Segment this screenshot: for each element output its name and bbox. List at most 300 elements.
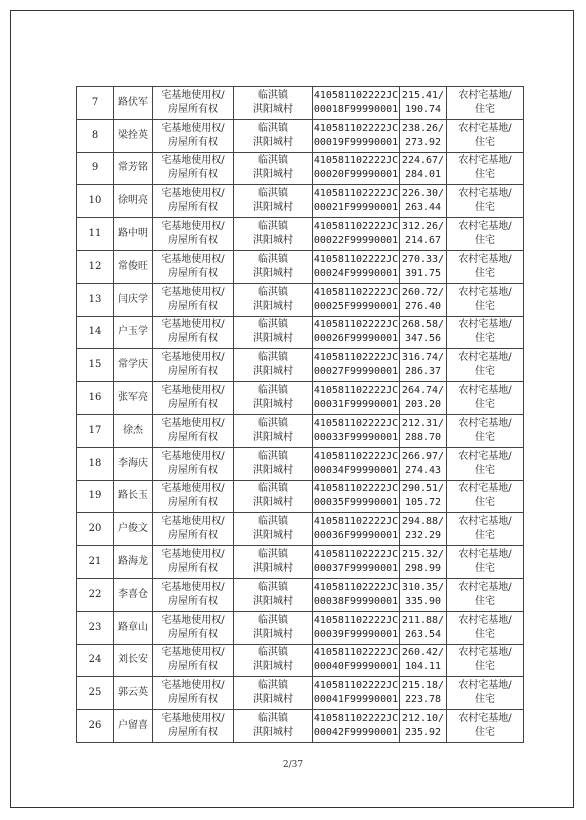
row-number-cell: 22 [77, 578, 114, 611]
area-line: 211.88/ [401, 614, 445, 626]
row-number-cell: 14 [77, 316, 114, 349]
right-type-line: 房屋所有权 [168, 300, 218, 312]
parcel-code-cell [313, 480, 400, 513]
table-row [77, 250, 524, 283]
location-line: 临淇镇 [258, 155, 288, 167]
right-type-line: 宅基地使用权/ [161, 89, 225, 101]
usage-line: 住宅 [475, 661, 495, 673]
row-number-cell: 13 [77, 283, 114, 316]
right-type-cell [153, 611, 234, 644]
parcel-code-cell [313, 152, 400, 185]
location-cell [234, 87, 313, 120]
usage-line: 住宅 [475, 267, 495, 279]
usage-line: 住宅 [475, 300, 495, 312]
parcel-code-cell [313, 447, 400, 480]
usage-cell [447, 578, 524, 611]
parcel-code-line: 00035F99990001 [313, 497, 399, 509]
row-number-cell: 26 [77, 710, 114, 743]
area-line: 298.99 [404, 563, 442, 575]
usage-cell [447, 185, 524, 218]
area-line: 235.92 [404, 727, 442, 739]
page-number: 2/37 [282, 760, 304, 770]
row-number-cell: 8 [77, 119, 114, 152]
usage-line: 住宅 [475, 694, 495, 706]
owner-name-cell: 刘长安 [114, 644, 153, 677]
area-line: 215.41/ [401, 89, 445, 101]
location-cell [234, 513, 313, 546]
location-line: 临淇镇 [258, 352, 288, 364]
table-row [77, 382, 524, 415]
right-type-line: 宅基地使用权/ [161, 286, 225, 298]
right-type-cell [153, 152, 234, 185]
table-row [77, 546, 524, 579]
area-line: 335.90 [404, 595, 442, 607]
location-cell [234, 316, 313, 349]
usage-line: 农村宅基地/ [458, 352, 512, 364]
table-row [77, 480, 524, 513]
location-line: 淇阳城村 [253, 235, 293, 247]
usage-line: 住宅 [475, 595, 495, 607]
usage-cell [447, 316, 524, 349]
area-line: 212.31/ [401, 417, 445, 429]
usage-cell [447, 644, 524, 677]
parcel-code-line: 410581102222JC [313, 221, 399, 233]
right-type-line: 房屋所有权 [168, 202, 218, 214]
right-type-line: 房屋所有权 [168, 727, 218, 739]
right-type-cell [153, 644, 234, 677]
area-line: 263.54 [404, 628, 442, 640]
area-line: 203.20 [404, 399, 442, 411]
usage-line: 住宅 [475, 103, 495, 115]
parcel-code-line: 410581102222JC [313, 581, 399, 593]
right-type-cell [153, 480, 234, 513]
usage-cell [447, 710, 524, 743]
usage-line: 住宅 [475, 563, 495, 575]
right-type-line: 房屋所有权 [168, 399, 218, 411]
location-cell [234, 414, 313, 447]
owner-name-cell: 徐明亮 [114, 185, 153, 218]
right-type-cell [153, 119, 234, 152]
owner-name-cell: 常芳铭 [114, 152, 153, 185]
area-line: 260.42/ [401, 647, 445, 659]
area-line: 270.33/ [401, 253, 445, 265]
area-cell [400, 480, 447, 513]
row-number-cell: 17 [77, 414, 114, 447]
usage-line: 农村宅基地/ [458, 89, 512, 101]
right-type-line: 房屋所有权 [168, 136, 218, 148]
parcel-code-cell [313, 316, 400, 349]
parcel-code-cell [313, 578, 400, 611]
usage-line: 住宅 [475, 169, 495, 181]
parcel-code-line: 00019F99990001 [313, 136, 399, 148]
usage-cell [447, 250, 524, 283]
location-cell [234, 578, 313, 611]
area-cell [400, 513, 447, 546]
parcel-code-cell [313, 185, 400, 218]
right-type-line: 宅基地使用权/ [161, 680, 225, 692]
area-line: 294.88/ [401, 516, 445, 528]
location-line: 临淇镇 [258, 713, 288, 725]
parcel-code-cell [313, 283, 400, 316]
right-type-cell [153, 578, 234, 611]
parcel-code-line: 00033F99990001 [313, 431, 399, 443]
usage-cell [447, 218, 524, 251]
table-row [77, 349, 524, 382]
area-cell [400, 644, 447, 677]
location-line: 临淇镇 [258, 450, 288, 462]
area-line: 212.10/ [401, 713, 445, 725]
right-type-line: 房屋所有权 [168, 497, 218, 509]
area-cell [400, 316, 447, 349]
usage-cell [447, 480, 524, 513]
usage-line: 农村宅基地/ [458, 581, 512, 593]
usage-line: 农村宅基地/ [458, 155, 512, 167]
right-type-line: 宅基地使用权/ [161, 188, 225, 200]
right-type-line: 房屋所有权 [168, 530, 218, 542]
usage-cell [447, 513, 524, 546]
location-line: 临淇镇 [258, 516, 288, 528]
owner-name-cell: 李喜仓 [114, 578, 153, 611]
location-cell [234, 611, 313, 644]
table-row [77, 152, 524, 185]
table-row [77, 87, 524, 120]
table-row [77, 316, 524, 349]
usage-line: 农村宅基地/ [458, 549, 512, 561]
owner-name-cell: 户玉学 [114, 316, 153, 349]
usage-line: 住宅 [475, 464, 495, 476]
row-number-cell: 16 [77, 382, 114, 415]
right-type-line: 宅基地使用权/ [161, 155, 225, 167]
right-type-line: 房屋所有权 [168, 235, 218, 247]
area-line: 105.72 [404, 497, 442, 509]
area-line: 215.32/ [401, 549, 445, 561]
right-type-line: 房屋所有权 [168, 628, 218, 640]
area-cell [400, 283, 447, 316]
usage-line: 农村宅基地/ [458, 417, 512, 429]
location-cell [234, 677, 313, 710]
parcel-code-cell [313, 349, 400, 382]
usage-line: 住宅 [475, 202, 495, 214]
area-line: 290.51/ [401, 483, 445, 495]
right-type-cell [153, 283, 234, 316]
usage-line: 农村宅基地/ [458, 713, 512, 725]
parcel-code-line: 410581102222JC [313, 680, 399, 692]
row-number-cell: 24 [77, 644, 114, 677]
usage-line: 农村宅基地/ [458, 516, 512, 528]
area-line: 224.67/ [401, 155, 445, 167]
right-type-line: 房屋所有权 [168, 169, 218, 181]
table-row [77, 283, 524, 316]
location-line: 临淇镇 [258, 483, 288, 495]
parcel-code-line: 00025F99990001 [313, 300, 399, 312]
area-cell [400, 250, 447, 283]
parcel-code-line: 00034F99990001 [313, 464, 399, 476]
owner-name-cell: 路伏军 [114, 87, 153, 120]
area-line: 316.74/ [401, 352, 445, 364]
parcel-code-line: 410581102222JC [313, 155, 399, 167]
right-type-cell [153, 710, 234, 743]
right-type-line: 房屋所有权 [168, 661, 218, 673]
parcel-code-line: 00020F99990001 [313, 169, 399, 181]
owner-name-cell: 张军亮 [114, 382, 153, 415]
usage-line: 农村宅基地/ [458, 253, 512, 265]
location-line: 临淇镇 [258, 89, 288, 101]
area-line: 264.74/ [401, 385, 445, 397]
parcel-code-line: 410581102222JC [313, 614, 399, 626]
table-row [77, 414, 524, 447]
right-type-line: 宅基地使用权/ [161, 483, 225, 495]
right-type-cell [153, 382, 234, 415]
record-table [76, 86, 524, 743]
right-type-line: 房屋所有权 [168, 333, 218, 345]
area-line: 232.29 [404, 530, 442, 542]
area-cell [400, 546, 447, 579]
row-number-cell: 19 [77, 480, 114, 513]
parcel-code-cell [313, 250, 400, 283]
row-number-cell: 18 [77, 447, 114, 480]
area-line: 226.30/ [401, 188, 445, 200]
location-cell [234, 185, 313, 218]
usage-line: 农村宅基地/ [458, 221, 512, 233]
location-line: 临淇镇 [258, 221, 288, 233]
parcel-code-line: 410581102222JC [313, 516, 399, 528]
location-line: 临淇镇 [258, 581, 288, 593]
row-number-cell: 20 [77, 513, 114, 546]
location-line: 淇阳城村 [253, 431, 293, 443]
usage-line: 农村宅基地/ [458, 319, 512, 331]
parcel-code-line: 00026F99990001 [313, 333, 399, 345]
parcel-code-line: 410581102222JC [313, 286, 399, 298]
usage-cell [447, 382, 524, 415]
row-number-cell: 15 [77, 349, 114, 382]
owner-name-cell: 郭云英 [114, 677, 153, 710]
row-number-cell: 9 [77, 152, 114, 185]
parcel-code-line: 410581102222JC [313, 253, 399, 265]
parcel-code-line: 00024F99990001 [313, 267, 399, 279]
owner-name-cell: 户俊文 [114, 513, 153, 546]
right-type-cell [153, 513, 234, 546]
right-type-line: 宅基地使用权/ [161, 221, 225, 233]
area-line: 214.67 [404, 235, 442, 247]
area-line: 310.35/ [401, 581, 445, 593]
table-row [77, 218, 524, 251]
location-cell [234, 119, 313, 152]
usage-cell [447, 152, 524, 185]
parcel-code-line: 00036F99990001 [313, 530, 399, 542]
area-line: 263.44 [404, 202, 442, 214]
area-line: 266.97/ [401, 450, 445, 462]
owner-name-cell: 梁拴英 [114, 119, 153, 152]
location-cell [234, 382, 313, 415]
area-cell [400, 218, 447, 251]
right-type-line: 宅基地使用权/ [161, 352, 225, 364]
right-type-line: 宅基地使用权/ [161, 385, 225, 397]
location-line: 临淇镇 [258, 417, 288, 429]
record-table-body [77, 87, 524, 743]
usage-cell [447, 87, 524, 120]
owner-name-cell: 李海庆 [114, 447, 153, 480]
parcel-code-cell [313, 218, 400, 251]
usage-line: 农村宅基地/ [458, 450, 512, 462]
table-row [77, 185, 524, 218]
parcel-code-line: 410581102222JC [313, 713, 399, 725]
area-line: 284.01 [404, 169, 442, 181]
usage-cell [447, 677, 524, 710]
area-line: 347.56 [404, 333, 442, 345]
right-type-cell [153, 546, 234, 579]
location-line: 淇阳城村 [253, 628, 293, 640]
parcel-code-line: 00037F99990001 [313, 563, 399, 575]
row-number-cell: 10 [77, 185, 114, 218]
table-row [77, 578, 524, 611]
owner-name-cell: 路章山 [114, 611, 153, 644]
usage-line: 农村宅基地/ [458, 680, 512, 692]
location-cell [234, 480, 313, 513]
area-line: 268.58/ [401, 319, 445, 331]
parcel-code-line: 00022F99990001 [313, 235, 399, 247]
area-line: 104.11 [404, 661, 442, 673]
right-type-cell [153, 677, 234, 710]
location-cell [234, 710, 313, 743]
parcel-code-cell [313, 513, 400, 546]
usage-line: 住宅 [475, 530, 495, 542]
right-type-line: 宅基地使用权/ [161, 516, 225, 528]
area-line: 238.26/ [401, 122, 445, 134]
usage-line: 农村宅基地/ [458, 647, 512, 659]
right-type-line: 房屋所有权 [168, 595, 218, 607]
owner-name-cell: 路长玉 [114, 480, 153, 513]
parcel-code-line: 410581102222JC [313, 483, 399, 495]
owner-name-cell: 户留喜 [114, 710, 153, 743]
location-line: 临淇镇 [258, 253, 288, 265]
row-number-cell: 11 [77, 218, 114, 251]
location-line: 淇阳城村 [253, 694, 293, 706]
location-line: 临淇镇 [258, 614, 288, 626]
owner-name-cell: 路中明 [114, 218, 153, 251]
area-cell [400, 447, 447, 480]
location-line: 临淇镇 [258, 188, 288, 200]
right-type-cell [153, 218, 234, 251]
area-cell [400, 87, 447, 120]
location-cell [234, 644, 313, 677]
owner-name-cell: 常俊旺 [114, 250, 153, 283]
usage-cell [447, 611, 524, 644]
location-line: 临淇镇 [258, 385, 288, 397]
parcel-code-line: 00041F99990001 [313, 694, 399, 706]
area-cell [400, 710, 447, 743]
right-type-line: 房屋所有权 [168, 694, 218, 706]
location-line: 临淇镇 [258, 286, 288, 298]
area-cell [400, 611, 447, 644]
usage-line: 住宅 [475, 727, 495, 739]
location-line: 淇阳城村 [253, 103, 293, 115]
usage-cell [447, 546, 524, 579]
right-type-line: 房屋所有权 [168, 366, 218, 378]
parcel-code-cell [313, 611, 400, 644]
parcel-code-line: 00042F99990001 [313, 727, 399, 739]
right-type-cell [153, 185, 234, 218]
row-number-cell: 23 [77, 611, 114, 644]
location-cell [234, 447, 313, 480]
location-line: 临淇镇 [258, 319, 288, 331]
right-type-line: 宅基地使用权/ [161, 253, 225, 265]
right-type-line: 宅基地使用权/ [161, 319, 225, 331]
location-line: 淇阳城村 [253, 267, 293, 279]
table-row [77, 447, 524, 480]
usage-line: 农村宅基地/ [458, 483, 512, 495]
area-cell [400, 414, 447, 447]
right-type-cell [153, 250, 234, 283]
right-type-line: 宅基地使用权/ [161, 647, 225, 659]
row-number-cell: 25 [77, 677, 114, 710]
location-line: 临淇镇 [258, 680, 288, 692]
parcel-code-line: 00039F99990001 [313, 628, 399, 640]
table-row [77, 119, 524, 152]
right-type-cell [153, 414, 234, 447]
usage-line: 住宅 [475, 497, 495, 509]
usage-line: 住宅 [475, 136, 495, 148]
area-cell [400, 382, 447, 415]
location-line: 淇阳城村 [253, 727, 293, 739]
usage-line: 住宅 [475, 431, 495, 443]
row-number-cell: 21 [77, 546, 114, 579]
location-line: 临淇镇 [258, 549, 288, 561]
usage-line: 住宅 [475, 399, 495, 411]
parcel-code-line: 00040F99990001 [313, 661, 399, 673]
parcel-code-cell [313, 677, 400, 710]
location-cell [234, 152, 313, 185]
table-row [77, 710, 524, 743]
area-cell [400, 119, 447, 152]
usage-line: 住宅 [475, 366, 495, 378]
area-line: 276.40 [404, 300, 442, 312]
area-line: 215.18/ [401, 680, 445, 692]
parcel-code-line: 410581102222JC [313, 352, 399, 364]
parcel-code-line: 410581102222JC [313, 89, 399, 101]
parcel-code-line: 410581102222JC [313, 417, 399, 429]
parcel-code-line: 410581102222JC [313, 549, 399, 561]
right-type-line: 宅基地使用权/ [161, 450, 225, 462]
location-cell [234, 349, 313, 382]
location-cell [234, 283, 313, 316]
parcel-code-line: 410581102222JC [313, 122, 399, 134]
usage-line: 农村宅基地/ [458, 188, 512, 200]
location-line: 淇阳城村 [253, 366, 293, 378]
area-line: 274.43 [404, 464, 442, 476]
right-type-cell [153, 447, 234, 480]
right-type-line: 房屋所有权 [168, 103, 218, 115]
location-cell [234, 218, 313, 251]
usage-line: 农村宅基地/ [458, 286, 512, 298]
area-line: 223.78 [404, 694, 442, 706]
usage-cell [447, 119, 524, 152]
parcel-code-cell [313, 382, 400, 415]
row-number-cell: 7 [77, 87, 114, 120]
area-line: 286.37 [404, 366, 442, 378]
parcel-code-cell [313, 119, 400, 152]
right-type-cell [153, 87, 234, 120]
right-type-line: 宅基地使用权/ [161, 549, 225, 561]
table-row [77, 513, 524, 546]
right-type-line: 房屋所有权 [168, 464, 218, 476]
parcel-code-line: 00018F99990001 [313, 103, 399, 115]
area-cell [400, 578, 447, 611]
usage-line: 农村宅基地/ [458, 122, 512, 134]
right-type-line: 宅基地使用权/ [161, 614, 225, 626]
table-row [77, 644, 524, 677]
area-cell [400, 185, 447, 218]
row-number-cell: 12 [77, 250, 114, 283]
